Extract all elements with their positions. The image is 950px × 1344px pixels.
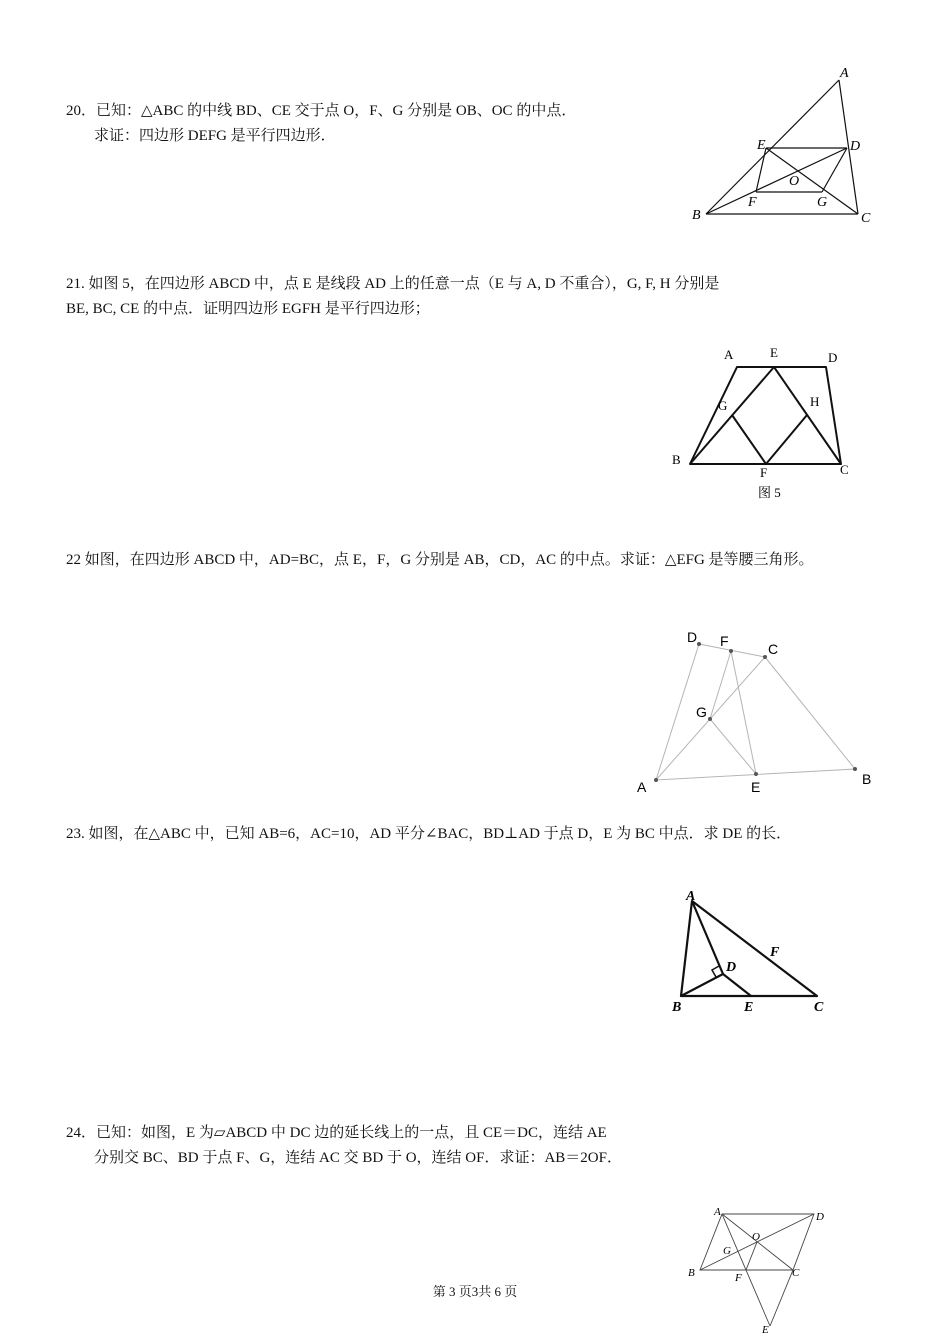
figure-24: [680, 1202, 850, 1344]
fig23-label-D: D: [726, 960, 737, 975]
problem-24-line-1: 24．已知：如图，E 为▱ABCD 中 DC 边的延长线上的一点，且 CE＝DC，连结 AE: [66, 1125, 607, 1141]
fig23-label-F: F: [770, 945, 780, 960]
fig21-label-G: G: [718, 398, 728, 413]
fig21-label-H: H: [810, 394, 820, 409]
fig22-label-C: C: [768, 641, 779, 657]
problem-24-line-2: 分别交 BC、BD 于点 F、G，连结 AC 交 BD 于 O，连结 OF．求证：AB＝2OF．: [94, 1150, 622, 1166]
problem-23: [66, 822, 791, 847]
problem-22: [66, 548, 814, 573]
problem-21-line-2: BE, BC, CE 的中点．证明四边形 EGFH 是平行四边形；: [66, 301, 430, 317]
fig24-label-C: C: [792, 1267, 800, 1279]
fig23-label-C: C: [814, 1000, 824, 1015]
problem-20: [66, 99, 576, 149]
fig20-label-O: O: [789, 174, 800, 189]
fig20-label-G: G: [817, 195, 828, 210]
fig21-label-F: F: [760, 465, 768, 480]
problem-24: [66, 1121, 622, 1171]
fig22-label-E: E: [751, 779, 761, 795]
problem-21-line-1: 21. 如图 5，在四边形 ABCD 中，点 E 是线段 AD 上的任意一点（E 与 A, D 不重合），G, F, H 分别是: [66, 276, 720, 292]
fig22-label-D: D: [687, 629, 698, 645]
fig24-label-E: E: [762, 1324, 769, 1336]
fig20-label-E: E: [757, 138, 766, 153]
fig23-label-A: A: [686, 889, 696, 904]
fig21-label-A: A: [724, 347, 734, 362]
problem-21: [66, 272, 719, 322]
fig20-label-F: F: [748, 195, 757, 210]
fig20-label-D: D: [850, 139, 861, 154]
figure-21: [664, 342, 864, 507]
figure-23: [664, 884, 844, 1024]
fig20-label-A: A: [840, 66, 849, 81]
fig20-label-C: C: [861, 211, 871, 226]
problem-22-line-1: 22 如图，在四边形 ABCD 中，AD=BC，点 E，F，G 分别是 AB，CD，AC 的中点。求证：△EFG 是等腰三角形。: [66, 552, 814, 568]
fig21-label-D: D: [828, 350, 838, 365]
fig23-label-B: B: [672, 1000, 682, 1015]
fig21-caption: 图 5: [758, 485, 781, 500]
problem-20-line-1: 20．已知：△ABC 的中线 BD、CE 交于点 O，F、G 分别是 OB、OC 的中点．: [66, 103, 577, 119]
fig23-label-E: E: [744, 1000, 754, 1015]
fig24-label-D: D: [816, 1211, 824, 1223]
figure-22: [630, 624, 890, 804]
fig22-label-F: F: [720, 633, 729, 649]
fig22-label-A: A: [637, 779, 647, 795]
fig24-label-G: G: [723, 1245, 731, 1257]
page-footer: 第 3 页3共 6 页: [432, 1284, 518, 1299]
fig21-label-E: E: [770, 345, 778, 360]
fig21-label-B: B: [672, 452, 681, 467]
fig22-label-B: B: [862, 771, 872, 787]
fig24-label-A: A: [714, 1206, 721, 1218]
fig20-label-B: B: [692, 208, 701, 223]
fig21-label-C: C: [840, 462, 849, 477]
fig24-label-O: O: [752, 1231, 760, 1243]
fig24-label-F: F: [735, 1272, 742, 1284]
figure-20: [680, 62, 880, 232]
problem-23-line-1: 23. 如图，在△ABC 中，已知 AB=6，AC=10，AD 平分∠BAC，BD⊥AD 于点 D，E 为 BC 中点．求 DE 的长．: [66, 826, 792, 842]
fig24-label-B: B: [688, 1267, 695, 1279]
problem-20-line-2: 求证：四边形 DEFG 是平行四边形．: [94, 128, 336, 144]
fig22-label-G: G: [696, 704, 707, 720]
